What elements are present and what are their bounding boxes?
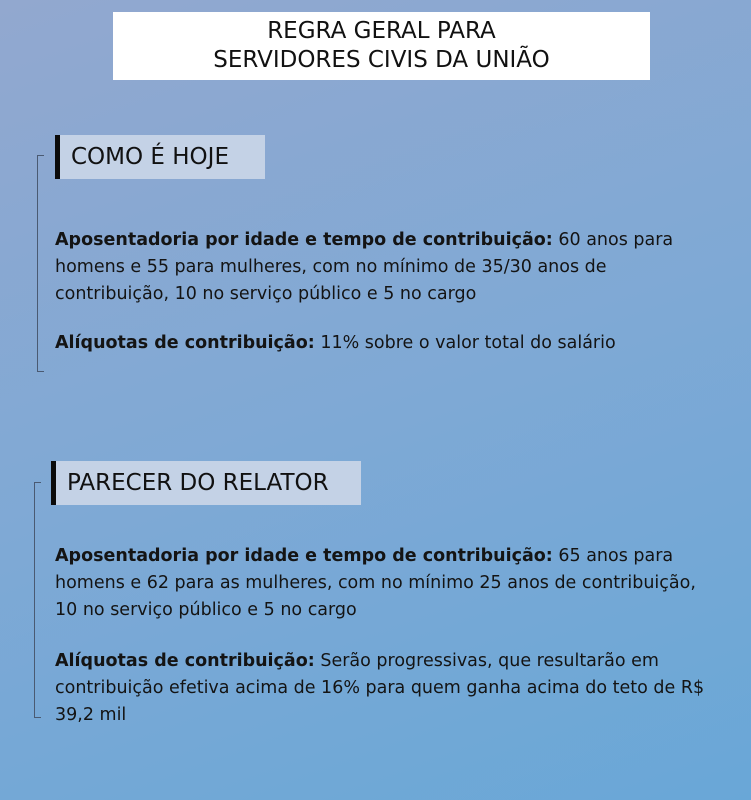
section-tag-label: COMO É HOJE (71, 144, 229, 170)
rule-text: 65 anos para homens e 62 para as mulheres, com no mínimo 25 anos de contribuição, 10 no serviço público e 5 no cargo (55, 546, 696, 620)
rule-label: Aposentadoria por idade e tempo de contribuição: (55, 546, 553, 566)
section-tag-current (55, 135, 265, 179)
current-contribution-rate (55, 330, 715, 357)
section-tag-proposal (51, 461, 361, 505)
rule-text: Serão progressivas, que resultarão em contribuição efetiva acima de 16% para quem ganha acima do teto de R$ 39,2 mil (55, 651, 705, 725)
proposal-contribution-rate (55, 648, 715, 729)
rule-text: 11% sobre o valor total do salário (320, 333, 616, 353)
proposal-retirement-rule (55, 543, 715, 624)
section-tag-label: PARECER DO RELATOR (67, 470, 329, 496)
rule-text: 60 anos para homens e 55 para mulheres, com no mínimo de 35/30 anos de contribuição, 10 no serviço público e 5 no cargo (55, 230, 674, 304)
title-line-1: REGRA GERAL PARA (267, 18, 496, 44)
rule-label: Alíquotas de contribuição: (55, 333, 315, 353)
rule-label: Alíquotas de contribuição: (55, 651, 315, 671)
page-title (113, 12, 650, 80)
rule-label: Aposentadoria por idade e tempo de contribuição: (55, 230, 553, 250)
title-line-2: SERVIDORES CIVIS DA UNIÃO (213, 47, 550, 73)
current-retirement-rule (55, 227, 715, 308)
section-bracket-proposal (34, 482, 35, 718)
section-bracket-current (37, 155, 38, 372)
